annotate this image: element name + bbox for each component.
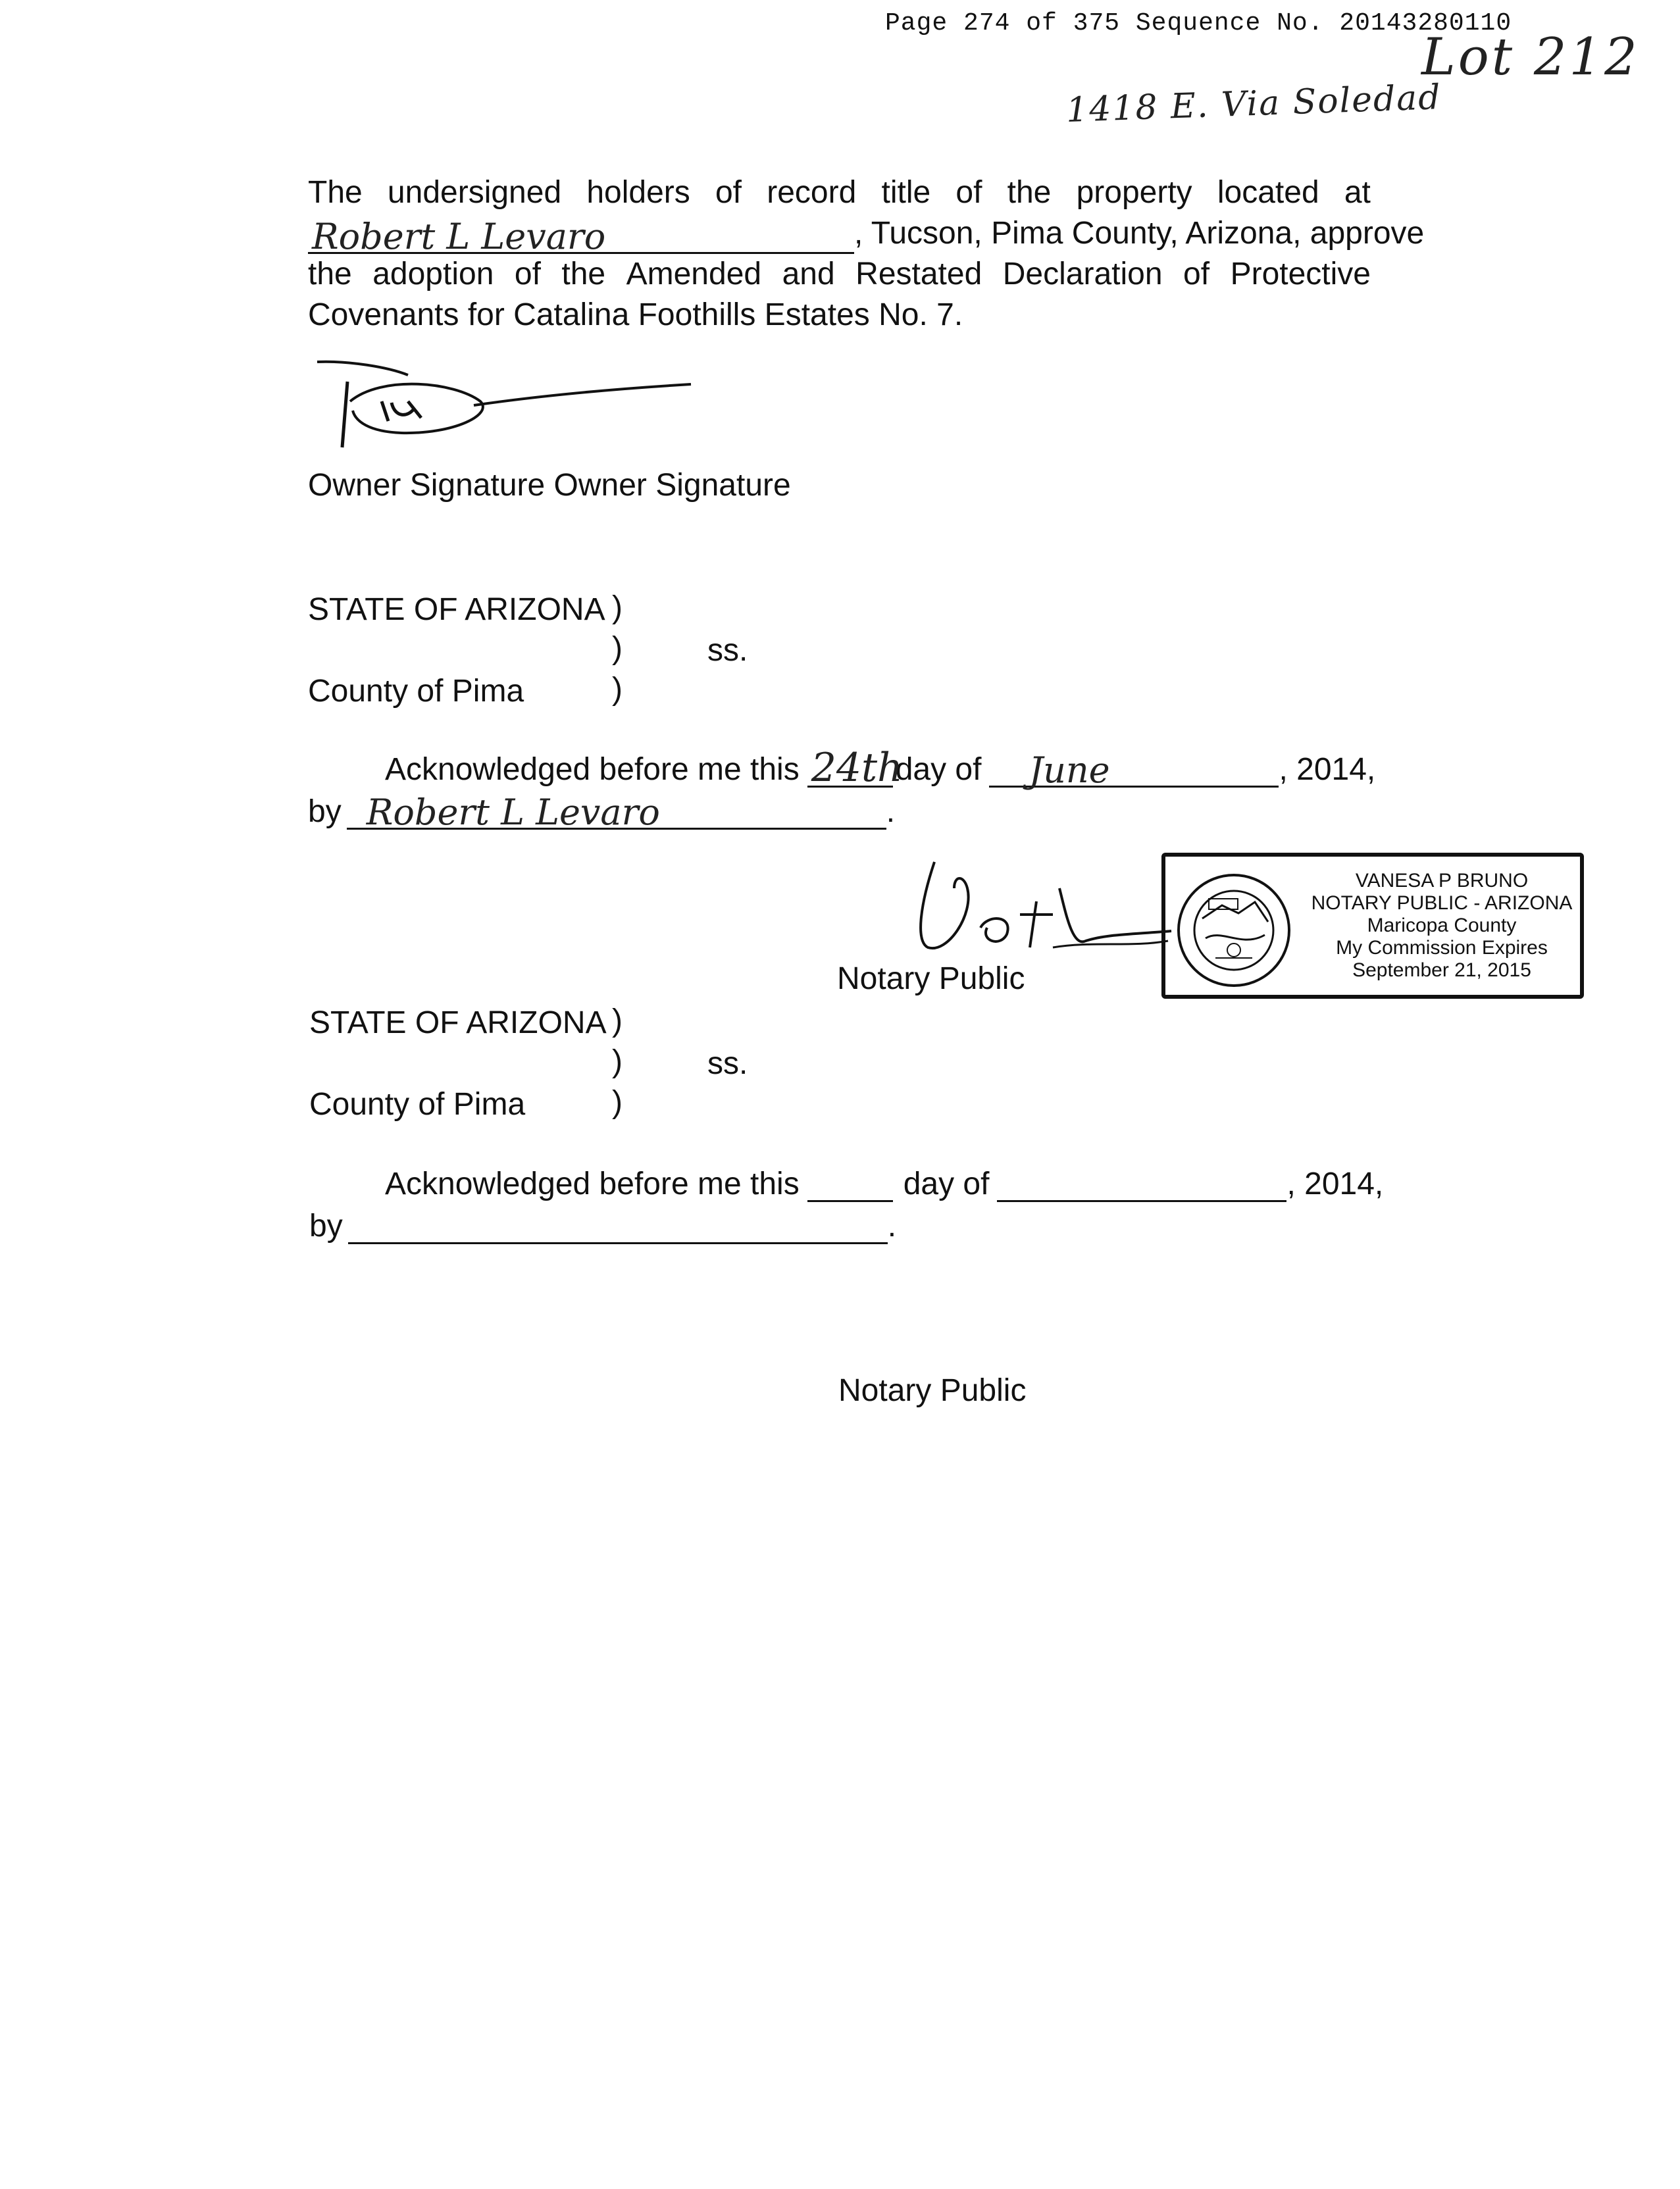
approval-word: title (881, 175, 931, 210)
approval-word: Restated (855, 257, 982, 291)
notary-stamp (1161, 853, 1584, 999)
venue-paren-1a: ) (612, 590, 623, 625)
ack-2-prefix: Acknowledged before me this (385, 1167, 800, 1201)
approval-word: The (308, 175, 363, 210)
arizona-state-seal-icon (1176, 872, 1292, 988)
approval-word: Declaration (1002, 257, 1163, 291)
venue-paren-1c: ) (612, 672, 623, 707)
ack-1-year: , 2014, (1279, 752, 1376, 787)
venue-paren-2c: ) (612, 1085, 623, 1120)
approval-word: the (1007, 175, 1052, 210)
ack-2-month-blank (997, 1165, 1286, 1202)
stamp-county: Maricopa County (1367, 915, 1517, 936)
stamp-commission-date: September 21, 2015 (1352, 959, 1531, 981)
approval-word: holders (586, 175, 690, 210)
ack-2-period: . (887, 1209, 897, 1244)
approval-line-2 (308, 213, 1425, 257)
notary-public-label-1: Notary Public (837, 961, 1025, 996)
approval-word: of (514, 257, 541, 291)
approval-word: and (782, 257, 835, 291)
ack-2-day-blank (807, 1165, 893, 1202)
ack-1-month-handwritten: June (1029, 749, 1110, 791)
approval-word: property (1076, 175, 1192, 210)
ack-1-period: . (886, 794, 896, 829)
venue-county-1: County of Pima (308, 674, 524, 709)
ack-2-year: , 2014, (1286, 1167, 1384, 1201)
ack-2-by: by (309, 1209, 343, 1244)
venue-paren-1b: ) (612, 631, 623, 666)
approval-line-1 (308, 172, 1371, 213)
page-sequence-header: Page 274 of 375 Sequence No. 20143280110 (885, 9, 1512, 38)
approval-word: undersigned (387, 175, 562, 210)
ack-2-day-of: day of (903, 1167, 990, 1201)
owner-signature-label: Owner Signature Owner Signature (308, 468, 791, 503)
approval-word: the (308, 257, 352, 291)
address-annotation: 1418 E. Via Soledad (1065, 78, 1442, 130)
ack-1-day-of: day of (895, 752, 982, 787)
ack-1-name-handwritten: Robert L Levaro (366, 792, 660, 833)
ack-1-day-blank (807, 745, 903, 791)
ack-1-day-handwritten: 24th (811, 745, 903, 791)
approval-paragraph (308, 172, 1425, 336)
ack-1-name-blank (347, 792, 886, 833)
stamp-commission-label: My Commission Expires (1336, 937, 1548, 959)
acknowledgment-1 (385, 745, 1376, 791)
venue-paren-2a: ) (612, 1003, 623, 1038)
approval-word: record (767, 175, 857, 210)
stamp-title: NOTARY PUBLIC - ARIZONA (1311, 892, 1573, 914)
venue-state-2: STATE OF ARIZONA (309, 1005, 607, 1040)
approval-word: adoption (372, 257, 494, 291)
ack-1-month-blank (989, 749, 1279, 791)
venue-ss-2: ss. (707, 1046, 748, 1081)
ack-2-name-blank (348, 1207, 888, 1244)
acknowledgment-2-by (309, 1207, 896, 1244)
notary-stamp-text (1304, 870, 1580, 982)
approval-line-2-text: , Tucson, Pima County, Arizona, approve (854, 216, 1425, 251)
approval-line-4: Covenants for Catalina Foothills Estates No. 7. (308, 297, 963, 332)
acknowledgment-2 (385, 1165, 1383, 1202)
notary-signature (908, 849, 1184, 961)
venue-county-2: County of Pima (309, 1087, 526, 1122)
approval-word: at (1344, 175, 1371, 210)
approval-word: located (1217, 175, 1319, 210)
notary-public-label-2: Notary Public (838, 1373, 1027, 1408)
approval-word: Amended (626, 257, 762, 291)
ack-1-prefix: Acknowledged before me this (385, 752, 800, 787)
approval-line-3 (308, 254, 1371, 295)
stamp-notary-name: VANESA P BRUNO (1355, 870, 1529, 892)
owner-name-blank (308, 216, 854, 257)
ack-1-by: by (308, 794, 342, 829)
owner-signature (309, 355, 704, 454)
approval-word: of (715, 175, 742, 210)
owner-name-handwritten: Robert L Levaro (312, 216, 606, 257)
approval-word: Protective (1230, 257, 1371, 291)
venue-state-1: STATE OF ARIZONA (308, 592, 605, 627)
approval-word: of (1183, 257, 1210, 291)
lot-number-annotation: Lot 212 (1421, 28, 1640, 87)
approval-word: the (561, 257, 606, 291)
venue-ss-1: ss. (707, 633, 748, 668)
acknowledgment-1-by (308, 792, 896, 833)
approval-word: of (955, 175, 982, 210)
venue-paren-2b: ) (612, 1044, 623, 1079)
